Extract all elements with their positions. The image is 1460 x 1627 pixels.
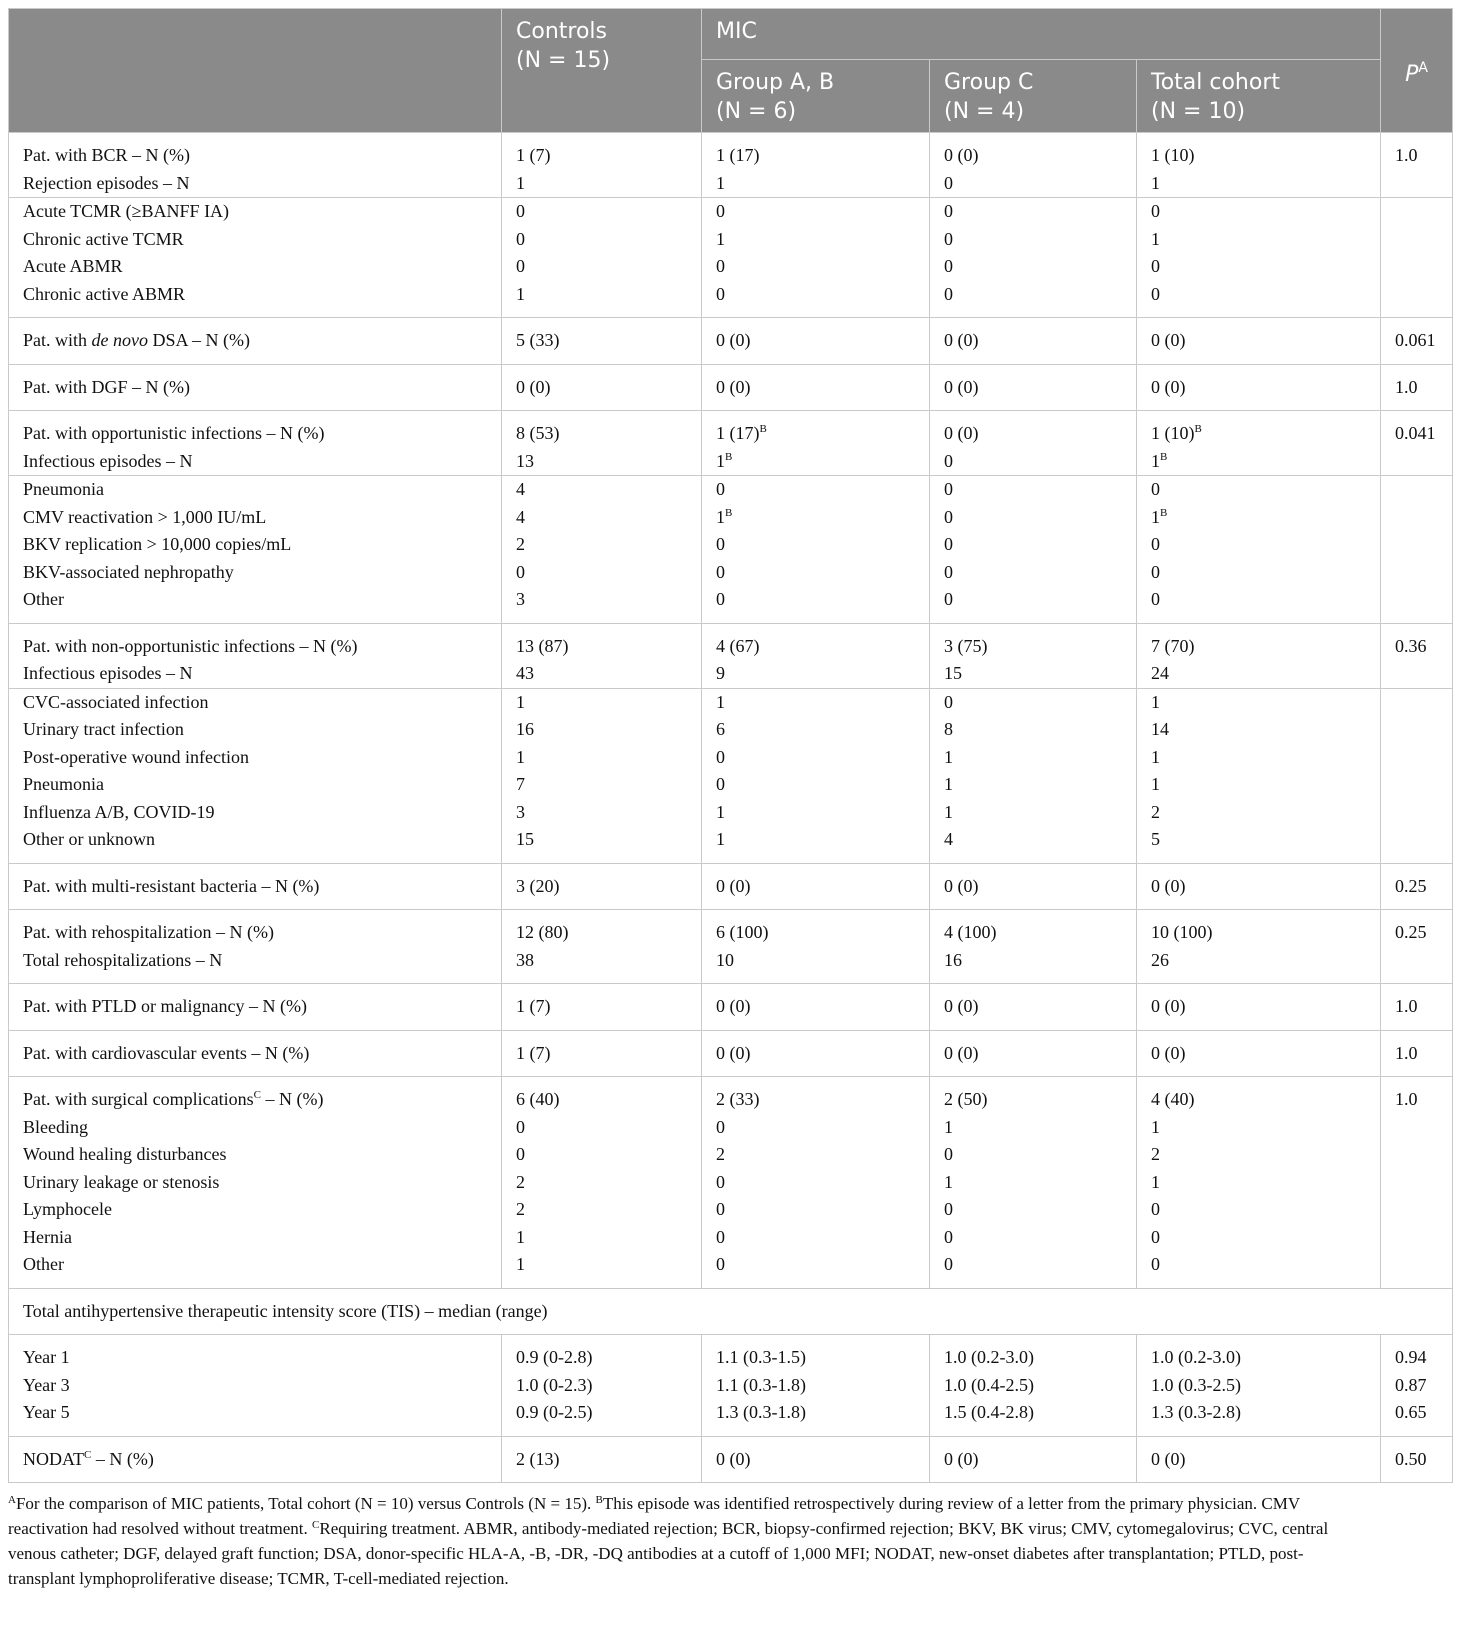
cell-group-c: 0 bbox=[930, 504, 1137, 532]
cell-group-c: 0 (0) bbox=[930, 984, 1137, 1031]
cell-group-ab: 1 bbox=[702, 688, 930, 716]
table-row bbox=[9, 1169, 1453, 1197]
table-row bbox=[9, 448, 1453, 476]
cell-p bbox=[1381, 448, 1453, 476]
cell-group-c: 0 (0) bbox=[930, 133, 1137, 170]
cell-p: 0.94 bbox=[1381, 1335, 1453, 1372]
table-row bbox=[9, 1196, 1453, 1224]
row-label: Pat. with BCR – N (%) bbox=[9, 133, 502, 170]
table-row bbox=[9, 170, 1453, 198]
cell-p: 0.50 bbox=[1381, 1436, 1453, 1483]
table-row bbox=[9, 910, 1453, 947]
cell-group-c: 0 bbox=[930, 253, 1137, 281]
cell-group-c: 0 bbox=[930, 170, 1137, 198]
table-row bbox=[9, 1141, 1453, 1169]
row-label: Influenza A/B, COVID-19 bbox=[9, 799, 502, 827]
cell-p bbox=[1381, 586, 1453, 623]
outcomes-table bbox=[8, 8, 1453, 1483]
cell-total: 0 bbox=[1137, 531, 1381, 559]
table-footnote bbox=[8, 1491, 1452, 1591]
cell-total: 0 bbox=[1137, 1196, 1381, 1224]
cell-group-c: 0 (0) bbox=[930, 318, 1137, 365]
cell-group-ab: 0 bbox=[702, 281, 930, 318]
table-row bbox=[9, 947, 1453, 984]
table-row bbox=[9, 411, 1453, 448]
cell-group-ab: 0 bbox=[702, 253, 930, 281]
cell-controls: 1 (7) bbox=[502, 984, 702, 1031]
cell-total: 0 bbox=[1137, 198, 1381, 226]
table-row bbox=[9, 1288, 1453, 1335]
row-label: CVC-associated infection bbox=[9, 688, 502, 716]
cell-group-c: 0 bbox=[930, 586, 1137, 623]
cell-group-ab: 0 bbox=[702, 586, 930, 623]
cell-p bbox=[1381, 1114, 1453, 1142]
cell-controls: 7 bbox=[502, 771, 702, 799]
table-row bbox=[9, 771, 1453, 799]
cell-group-c: 0 bbox=[930, 1224, 1137, 1252]
cell-group-c: 1 bbox=[930, 771, 1137, 799]
cell-group-c: 1.5 (0.4-2.8) bbox=[930, 1399, 1137, 1436]
table-row bbox=[9, 504, 1453, 532]
cell-group-c: 16 bbox=[930, 947, 1137, 984]
cell-total: 2 bbox=[1137, 799, 1381, 827]
cell-controls: 1 bbox=[502, 1224, 702, 1252]
cell-total: 1 (10) bbox=[1137, 133, 1381, 170]
row-label: $NODAT^C$ – N (%) bbox=[9, 1436, 502, 1483]
cell-controls: 1 bbox=[502, 170, 702, 198]
cell-total: 1 bbox=[1137, 771, 1381, 799]
row-label: Other bbox=[9, 586, 502, 623]
cell-controls: 0 bbox=[502, 559, 702, 587]
row-label: Hernia bbox=[9, 1224, 502, 1252]
row-label: Year 3 bbox=[9, 1372, 502, 1400]
table-row bbox=[9, 318, 1453, 365]
cell-p bbox=[1381, 716, 1453, 744]
row-label: Bleeding bbox=[9, 1114, 502, 1142]
header-group-ab: Group A, B (N = 6) bbox=[702, 60, 930, 133]
cell-p: 1.0 bbox=[1381, 984, 1453, 1031]
row-label: Other or unknown bbox=[9, 826, 502, 863]
row-label: BKV replication > 10,000 copies/mL bbox=[9, 531, 502, 559]
cell-controls: 13 bbox=[502, 448, 702, 476]
footnote-line: transplant lymphoproliferative disease; TCMR, T-cell-mediated rejection. bbox=[8, 1569, 509, 1588]
table-row bbox=[9, 1077, 1453, 1114]
cell-p bbox=[1381, 198, 1453, 226]
table-row bbox=[9, 623, 1453, 660]
table-row bbox=[9, 1251, 1453, 1288]
table-row bbox=[9, 586, 1453, 623]
row-label: Lymphocele bbox=[9, 1196, 502, 1224]
row-label: Pat. with cardiovascular events – N (%) bbox=[9, 1030, 502, 1077]
cell-total: 0 (0) bbox=[1137, 984, 1381, 1031]
table-row bbox=[9, 826, 1453, 863]
cell-controls: 2 (13) bbox=[502, 1436, 702, 1483]
cell-group-c: 8 bbox=[930, 716, 1137, 744]
row-label: Year 1 bbox=[9, 1335, 502, 1372]
cell-total: $1^B$ bbox=[1137, 448, 1381, 476]
cell-controls: 16 bbox=[502, 716, 702, 744]
row-label: Acute TCMR (≥BANFF IA) bbox=[9, 198, 502, 226]
cell-group-c: 4 bbox=[930, 826, 1137, 863]
cell-controls: 1 bbox=[502, 1251, 702, 1288]
table-row bbox=[9, 1436, 1453, 1483]
cell-group-ab: 1.1 (0.3-1.8) bbox=[702, 1372, 930, 1400]
cell-p: 1.0 bbox=[1381, 133, 1453, 170]
cell-group-ab: 0 bbox=[702, 744, 930, 772]
header-p-value: $P^A$ bbox=[1381, 9, 1453, 133]
cell-total: 7 (70) bbox=[1137, 623, 1381, 660]
row-label: Infectious episodes – N bbox=[9, 660, 502, 688]
cell-p bbox=[1381, 688, 1453, 716]
table-body bbox=[9, 133, 1453, 1483]
cell-group-c: 0 bbox=[930, 688, 1137, 716]
cell-total: 1.0 (0.3-2.5) bbox=[1137, 1372, 1381, 1400]
cell-group-ab: 0 bbox=[702, 1114, 930, 1142]
cell-group-c: 4 (100) bbox=[930, 910, 1137, 947]
cell-group-c: 2 (50) bbox=[930, 1077, 1137, 1114]
cell-total: 1 $(10)^B$ bbox=[1137, 411, 1381, 448]
cell-group-ab: 2 (33) bbox=[702, 1077, 930, 1114]
cell-group-c: 1.0 (0.2-3.0) bbox=[930, 1335, 1137, 1372]
table-row bbox=[9, 1224, 1453, 1252]
row-label: Other bbox=[9, 1251, 502, 1288]
cell-p bbox=[1381, 281, 1453, 318]
cell-total: 14 bbox=[1137, 716, 1381, 744]
cell-group-c: 0 (0) bbox=[930, 1436, 1137, 1483]
row-label: Pat. with PTLD or malignancy – N (%) bbox=[9, 984, 502, 1031]
cell-group-c: 0 (0) bbox=[930, 364, 1137, 411]
cell-controls: 5 (33) bbox=[502, 318, 702, 365]
cell-p: 0.041 bbox=[1381, 411, 1453, 448]
cell-group-ab: 0 bbox=[702, 198, 930, 226]
cell-group-c: 0 (0) bbox=[930, 411, 1137, 448]
cell-p: 1.0 bbox=[1381, 364, 1453, 411]
cell-p: 0.061 bbox=[1381, 318, 1453, 365]
cell-group-c: 1 bbox=[930, 1169, 1137, 1197]
cell-total: $1^B$ bbox=[1137, 504, 1381, 532]
cell-group-c: 0 bbox=[930, 531, 1137, 559]
cell-group-ab: 0 bbox=[702, 1196, 930, 1224]
cell-total: 26 bbox=[1137, 947, 1381, 984]
cell-total: 0 (0) bbox=[1137, 1030, 1381, 1077]
cell-total: 1.0 (0.2-3.0) bbox=[1137, 1335, 1381, 1372]
cell-p: 0.65 bbox=[1381, 1399, 1453, 1436]
cell-p bbox=[1381, 1251, 1453, 1288]
table-row bbox=[9, 1030, 1453, 1077]
table-row bbox=[9, 1114, 1453, 1142]
row-label: Pat. with surgical complications$^C$ – N (%) bbox=[9, 1077, 502, 1114]
table-row bbox=[9, 559, 1453, 587]
cell-controls: 43 bbox=[502, 660, 702, 688]
cell-p: 0.87 bbox=[1381, 1372, 1453, 1400]
cell-p bbox=[1381, 744, 1453, 772]
cell-total: 0 bbox=[1137, 281, 1381, 318]
table-row bbox=[9, 133, 1453, 170]
cell-p bbox=[1381, 1224, 1453, 1252]
cell-p bbox=[1381, 531, 1453, 559]
row-label: Pneumonia bbox=[9, 476, 502, 504]
row-label: Urinary tract infection bbox=[9, 716, 502, 744]
cell-controls: 2 bbox=[502, 1169, 702, 1197]
cell-controls: 3 bbox=[502, 586, 702, 623]
cell-controls: 0.9 (0-2.5) bbox=[502, 1399, 702, 1436]
row-label: Pat. with de novo DSA – N (%) bbox=[9, 318, 502, 365]
cell-total: 0 (0) bbox=[1137, 863, 1381, 910]
table-row bbox=[9, 984, 1453, 1031]
cell-total: 1 bbox=[1137, 1169, 1381, 1197]
cell-total: 2 bbox=[1137, 1141, 1381, 1169]
cell-total: 1 bbox=[1137, 1114, 1381, 1142]
cell-controls: 0 (0) bbox=[502, 364, 702, 411]
cell-group-ab: 0 bbox=[702, 1169, 930, 1197]
footnote-line: reactivation had resolved without treatment. $^C$Requiring treatment. ABMR, antibody-mediated rejection; BCR, biopsy-confirmed rejection; BKV, BK virus; CMV, cytomegalovirus; CVC, central bbox=[8, 1519, 1329, 1538]
cell-group-c: 0 bbox=[930, 559, 1137, 587]
table-row bbox=[9, 364, 1453, 411]
cell-p bbox=[1381, 771, 1453, 799]
cell-total: 0 bbox=[1137, 1224, 1381, 1252]
cell-group-c: 0 (0) bbox=[930, 863, 1137, 910]
cell-p bbox=[1381, 253, 1453, 281]
cell-total: 24 bbox=[1137, 660, 1381, 688]
row-label: Pneumonia bbox=[9, 771, 502, 799]
cell-group-c: 1 bbox=[930, 744, 1137, 772]
cell-p bbox=[1381, 947, 1453, 984]
cell-controls: 1 bbox=[502, 688, 702, 716]
cell-total: 0 bbox=[1137, 586, 1381, 623]
cell-p bbox=[1381, 1196, 1453, 1224]
cell-group-c: 0 bbox=[930, 281, 1137, 318]
cell-group-c: 0 bbox=[930, 1141, 1137, 1169]
cell-p: 1.0 bbox=[1381, 1030, 1453, 1077]
table-row bbox=[9, 281, 1453, 318]
cell-total: 1.3 (0.3-2.8) bbox=[1137, 1399, 1381, 1436]
cell-controls: 1 bbox=[502, 281, 702, 318]
cell-total: 0 bbox=[1137, 253, 1381, 281]
row-label: Pat. with DGF – N (%) bbox=[9, 364, 502, 411]
cell-group-c: 1 bbox=[930, 799, 1137, 827]
cell-group-ab: 1 bbox=[702, 799, 930, 827]
row-label: Infectious episodes – N bbox=[9, 448, 502, 476]
section-heading: Total antihypertensive therapeutic intensity score (TIS) – median (range) bbox=[9, 1288, 1453, 1335]
cell-controls: 1 (7) bbox=[502, 1030, 702, 1077]
row-label: Total rehospitalizations – N bbox=[9, 947, 502, 984]
cell-p: 0.25 bbox=[1381, 910, 1453, 947]
cell-controls: 0 bbox=[502, 1141, 702, 1169]
header-empty-cell bbox=[9, 9, 502, 133]
cell-p bbox=[1381, 1169, 1453, 1197]
cell-group-c: 15 bbox=[930, 660, 1137, 688]
cell-group-c: 1 bbox=[930, 1114, 1137, 1142]
cell-total: 1 bbox=[1137, 744, 1381, 772]
cell-total: 0 (0) bbox=[1137, 1436, 1381, 1483]
cell-controls: 4 bbox=[502, 504, 702, 532]
cell-controls: 0 bbox=[502, 198, 702, 226]
table-row bbox=[9, 1335, 1453, 1372]
header-total-cohort: Total cohort (N = 10) bbox=[1137, 60, 1381, 133]
table-row bbox=[9, 1399, 1453, 1436]
cell-group-ab: 10 bbox=[702, 947, 930, 984]
cell-total: 0 bbox=[1137, 559, 1381, 587]
cell-p: 1.0 bbox=[1381, 1077, 1453, 1114]
table-row bbox=[9, 799, 1453, 827]
cell-group-c: 0 (0) bbox=[930, 1030, 1137, 1077]
cell-group-ab: 0 bbox=[702, 1224, 930, 1252]
footnote-line: $^A$For the comparison of MIC patients, Total cohort (N = 10) versus Controls (N = 15). $^B$This episode was identified retrospectively during review of a letter from the primary physician. CMV bbox=[8, 1494, 1301, 1513]
row-label: Urinary leakage or stenosis bbox=[9, 1169, 502, 1197]
cell-controls: 2 bbox=[502, 531, 702, 559]
cell-group-ab: 0 (0) bbox=[702, 863, 930, 910]
cell-group-c: 0 bbox=[930, 1251, 1137, 1288]
cell-total: 1 bbox=[1137, 688, 1381, 716]
cell-p: 0.36 bbox=[1381, 623, 1453, 660]
header-group-c: Group C (N = 4) bbox=[930, 60, 1137, 133]
row-label: Rejection episodes – N bbox=[9, 170, 502, 198]
cell-total: 0 (0) bbox=[1137, 318, 1381, 365]
cell-p bbox=[1381, 660, 1453, 688]
row-label: Pat. with multi-resistant bacteria – N (%) bbox=[9, 863, 502, 910]
row-label: Chronic active TCMR bbox=[9, 226, 502, 254]
cell-group-ab: 1 bbox=[702, 170, 930, 198]
cell-group-ab: 0 (0) bbox=[702, 318, 930, 365]
table-row bbox=[9, 226, 1453, 254]
cell-controls: 1.0 (0-2.3) bbox=[502, 1372, 702, 1400]
cell-p bbox=[1381, 226, 1453, 254]
cell-group-ab: $1^B$ bbox=[702, 504, 930, 532]
table-row bbox=[9, 476, 1453, 504]
cell-p bbox=[1381, 559, 1453, 587]
cell-group-ab: 0 (0) bbox=[702, 984, 930, 1031]
cell-group-c: 0 bbox=[930, 476, 1137, 504]
row-label: Pat. with non-opportunistic infections – N (%) bbox=[9, 623, 502, 660]
header-controls: Controls (N = 15) bbox=[502, 9, 702, 133]
cell-group-ab: 0 bbox=[702, 771, 930, 799]
table-row bbox=[9, 744, 1453, 772]
cell-group-ab: 1.1 (0.3-1.5) bbox=[702, 1335, 930, 1372]
cell-p bbox=[1381, 826, 1453, 863]
cell-controls: 12 (80) bbox=[502, 910, 702, 947]
cell-group-ab: 0 bbox=[702, 559, 930, 587]
row-label: Wound healing disturbances bbox=[9, 1141, 502, 1169]
cell-total: 10 (100) bbox=[1137, 910, 1381, 947]
table-header bbox=[9, 9, 1453, 133]
cell-p: 0.25 bbox=[1381, 863, 1453, 910]
cell-group-c: 0 bbox=[930, 226, 1137, 254]
table-container bbox=[8, 8, 1452, 1591]
footnote-line: venous catheter; DGF, delayed graft function; DSA, donor-specific HLA-A, -B, -DR, -DQ antibodies at a cutoff of 1,000 MFI; NODAT, new-onset diabetes after transplantation; PTLD, post- bbox=[8, 1544, 1304, 1563]
cell-controls: 0 bbox=[502, 1114, 702, 1142]
cell-group-c: 0 bbox=[930, 1196, 1137, 1224]
cell-controls: 38 bbox=[502, 947, 702, 984]
cell-group-ab: 1 $(17)^B$ bbox=[702, 411, 930, 448]
row-label: CMV reactivation > 1,000 IU/mL bbox=[9, 504, 502, 532]
cell-group-ab: $1^B$ bbox=[702, 448, 930, 476]
row-label: Chronic active ABMR bbox=[9, 281, 502, 318]
cell-p bbox=[1381, 476, 1453, 504]
cell-p bbox=[1381, 1141, 1453, 1169]
cell-controls: 13 (87) bbox=[502, 623, 702, 660]
cell-controls: 0 bbox=[502, 253, 702, 281]
cell-group-ab: 0 (0) bbox=[702, 364, 930, 411]
cell-total: 0 (0) bbox=[1137, 364, 1381, 411]
cell-total: 1 bbox=[1137, 226, 1381, 254]
row-label: BKV-associated nephropathy bbox=[9, 559, 502, 587]
cell-controls: 3 bbox=[502, 799, 702, 827]
cell-controls: 2 bbox=[502, 1196, 702, 1224]
cell-group-ab: 0 bbox=[702, 476, 930, 504]
row-label: Acute ABMR bbox=[9, 253, 502, 281]
row-label: Pat. with rehospitalization – N (%) bbox=[9, 910, 502, 947]
cell-group-ab: 1 bbox=[702, 226, 930, 254]
cell-total: 4 (40) bbox=[1137, 1077, 1381, 1114]
table-row bbox=[9, 198, 1453, 226]
cell-group-ab: 6 (100) bbox=[702, 910, 930, 947]
cell-p bbox=[1381, 799, 1453, 827]
cell-group-ab: 1.3 (0.3-1.8) bbox=[702, 1399, 930, 1436]
table-row bbox=[9, 716, 1453, 744]
cell-controls: 4 bbox=[502, 476, 702, 504]
cell-controls: 1 bbox=[502, 744, 702, 772]
cell-group-c: 1.0 (0.4-2.5) bbox=[930, 1372, 1137, 1400]
cell-group-ab: 1 bbox=[702, 826, 930, 863]
row-label: Year 5 bbox=[9, 1399, 502, 1436]
cell-controls: 0.9 (0-2.8) bbox=[502, 1335, 702, 1372]
cell-controls: 3 (20) bbox=[502, 863, 702, 910]
cell-p bbox=[1381, 170, 1453, 198]
row-label: Post-operative wound infection bbox=[9, 744, 502, 772]
cell-controls: 6 (40) bbox=[502, 1077, 702, 1114]
cell-total: 1 bbox=[1137, 170, 1381, 198]
cell-group-c: 0 bbox=[930, 448, 1137, 476]
cell-controls: 1 (7) bbox=[502, 133, 702, 170]
table-row bbox=[9, 1372, 1453, 1400]
table-row bbox=[9, 863, 1453, 910]
table-row bbox=[9, 253, 1453, 281]
cell-group-c: 3 (75) bbox=[930, 623, 1137, 660]
header-mic: MIC bbox=[702, 9, 1381, 60]
cell-controls: 0 bbox=[502, 226, 702, 254]
cell-group-ab: 6 bbox=[702, 716, 930, 744]
cell-group-c: 0 bbox=[930, 198, 1137, 226]
table-row bbox=[9, 531, 1453, 559]
cell-p bbox=[1381, 504, 1453, 532]
table-row bbox=[9, 688, 1453, 716]
cell-controls: 8 (53) bbox=[502, 411, 702, 448]
cell-group-ab: 0 (0) bbox=[702, 1030, 930, 1077]
table-row bbox=[9, 660, 1453, 688]
cell-total: 0 bbox=[1137, 476, 1381, 504]
cell-controls: 15 bbox=[502, 826, 702, 863]
cell-total: 5 bbox=[1137, 826, 1381, 863]
cell-group-ab: 1 (17) bbox=[702, 133, 930, 170]
cell-group-ab: 0 bbox=[702, 1251, 930, 1288]
cell-group-ab: 0 (0) bbox=[702, 1436, 930, 1483]
cell-group-ab: 0 bbox=[702, 531, 930, 559]
cell-group-ab: 9 bbox=[702, 660, 930, 688]
cell-total: 0 bbox=[1137, 1251, 1381, 1288]
row-label: Pat. with opportunistic infections – N (%) bbox=[9, 411, 502, 448]
cell-group-ab: 4 (67) bbox=[702, 623, 930, 660]
cell-group-ab: 2 bbox=[702, 1141, 930, 1169]
